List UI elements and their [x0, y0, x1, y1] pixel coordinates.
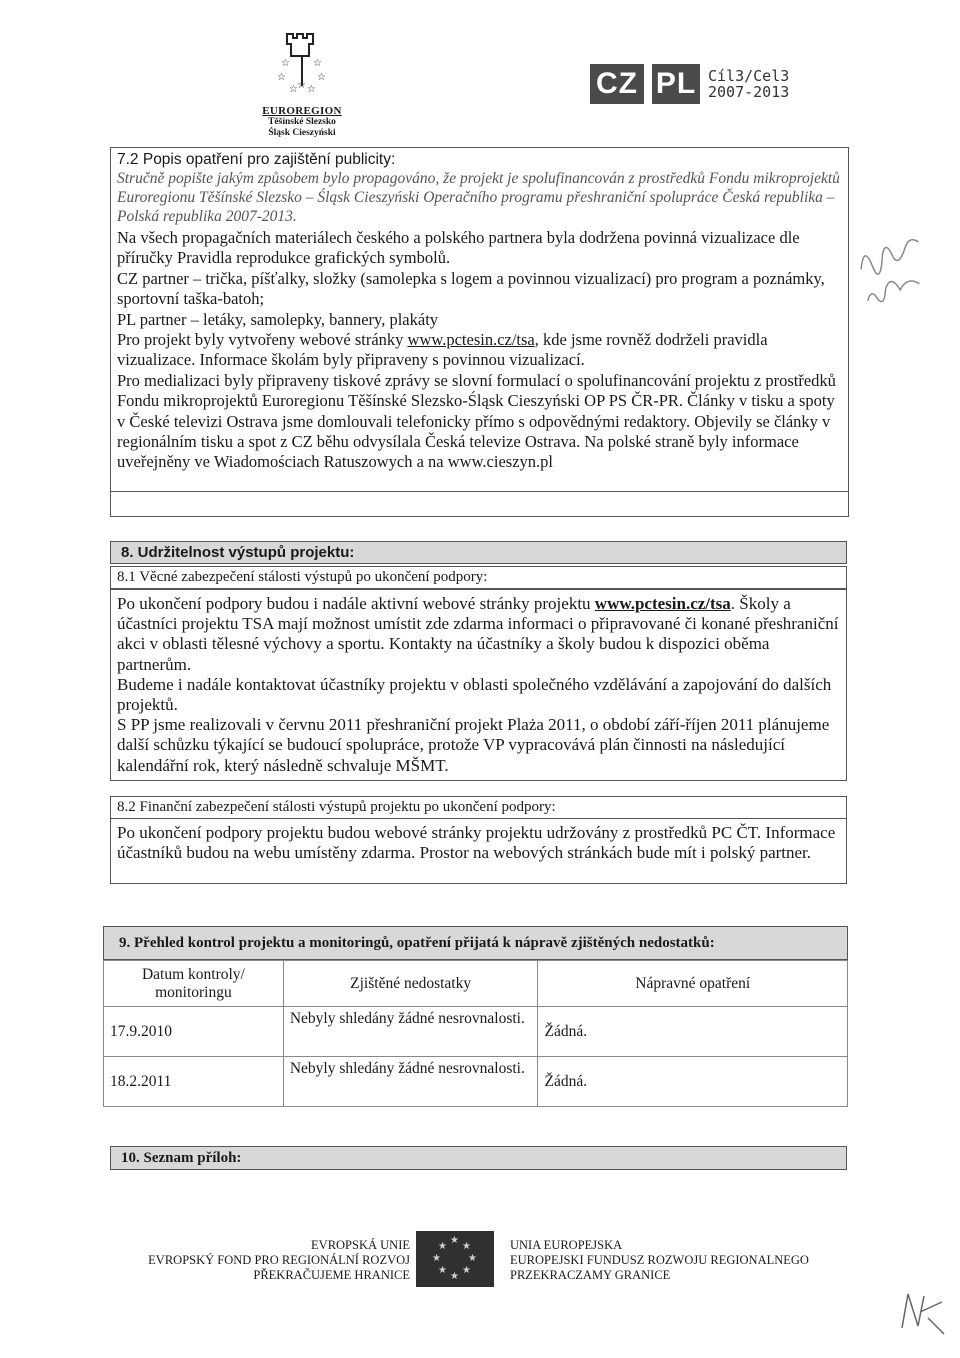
financial-paragraph: Po ukončení podpory projektu budou webové stránky projektu udržovány z prostředků PC ČT. Informace účastníků budou na webu umístěny zdarma. Prostor na webových stránkách bude mít i polský partner.	[117, 823, 836, 863]
table-header-row	[104, 961, 848, 1007]
sustainability-paragraph: Budeme i nadále kontaktovat účastníky projektu v oblasti společného vzdělávání a zapojování do dalších projektů.	[117, 674, 832, 715]
logo-goal-line2: 2007-2013	[708, 83, 790, 101]
castle-icon	[267, 30, 337, 100]
monitoring-heading: 9. Přehled kontrol projektu a monitoringů, opatření přijatá k nápravě zjištěných nedostatků:	[103, 926, 848, 960]
sustainability-paragraph	[117, 594, 840, 675]
web-text-before: Pro projekt byly vytvořeny webové stránky	[117, 330, 408, 350]
footer-line: EVROPSKÝ FOND PRO REGIONÁLNÍ ROZVOJ	[148, 1253, 410, 1267]
sustainability-paragraph: S PP jsme realizovali v červnu 2011 přeshraniční projekt Plaża 2011, o období září-říjen 2011 plánujeme další schůzku týkající se budoucí spolupráce, protože VP vypracovává plán činnosti na následující kalendářní rok, který následně schvaluje MŠMT.	[117, 715, 830, 775]
empty-row	[111, 491, 848, 516]
logo-cz: CZ	[590, 64, 644, 104]
svg-text:☆: ☆	[277, 72, 286, 83]
sustainability-financial-box	[110, 818, 847, 884]
control-remedy: Žádná.	[538, 1057, 848, 1107]
column-header: Nápravné opatření	[538, 961, 848, 1007]
monitoring-table	[103, 960, 848, 1107]
logo-goal-line1: Cíl3/Cel3	[708, 67, 790, 85]
sustainability-material-box	[110, 589, 847, 781]
logo-title: EUROREGION	[262, 105, 342, 117]
footer-line: PŘEKRAČUJEME HRANICE	[253, 1268, 410, 1282]
logo-goal-text	[708, 68, 789, 100]
web-text-after: , kde jsme rovněž dodrželi pravidla vizualizace. Informace školám byly připraveny s povinnou vizualizací.	[117, 330, 768, 370]
control-issues: Nebyly shledány žádné nesrovnalosti.	[283, 1057, 538, 1107]
media-paragraph: Pro medializaci byly připraveny tiskové zprávy se slovní formulací o spolufinancování projektu z prostředků Fondu mikroprojektů Euroregionu Těšínské Slezsko-Śląsk Cieszyński OP PS ČR-PR. Články v tisku a spoty v České televizi Ostrava jsme domlouvali telefonicky přímo s odpovědnými redaktory. Objevily se články v regionálním tisku a spot z CZ běhu odvysílala Česká televize Ostrava. Na polské straně byly informace uveřejněny ve Wiadomościach Ratuszowych a na www.cieszyn.pl	[117, 370, 836, 472]
czpl-program-logo	[590, 64, 789, 104]
publicity-web-paragraph	[117, 330, 842, 371]
control-remedy: Žádná.	[538, 1007, 848, 1057]
publicity-paragraph: CZ partner – trička, píšťalky, složky (samolepka s logem a povinnou vizualizací) pro program a poznámky, sportovní taška-batoh;	[117, 268, 825, 309]
logo-line-cz: Těšínské Slezsko	[268, 117, 336, 127]
control-date: 18.2.2011	[104, 1057, 284, 1107]
publicity-body	[111, 226, 848, 473]
handwriting-mark	[850, 225, 945, 320]
footer-eu-cz	[120, 1238, 410, 1283]
p1-after: . Školy a účastníci projektu TSA mají možnost umístit zde zdarma informaci o připravované či konané přeshraniční akci v oblasti tělesné výchovy a sportu. Kontakty na účastníky a školy budou k dispozici oběma partnerům.	[117, 594, 839, 674]
sustainability-material-subheading: 8.1 Věcné zabezpečení stálosti výstupů po ukončení podpory:	[110, 566, 847, 589]
logo-line-pl: Śląsk Cieszyński	[268, 128, 336, 138]
svg-text:☆: ☆	[317, 72, 326, 83]
p1-before: Po ukončení podpory budou i nadále aktivní webové stránky projektu	[117, 594, 595, 613]
table-row	[104, 1057, 848, 1107]
footer-line: PRZEKRACZAMY GRANICE	[510, 1268, 671, 1282]
eu-flag-icon: ★ ★ ★ ★ ★ ★ ★ ★	[416, 1231, 494, 1287]
sustainability-financial-subheading: 8.2 Finanční zabezpečení stálosti výstupů projektu po ukončení podpory:	[110, 796, 847, 819]
control-issues: Nebyly shledány žádné nesrovnalosti.	[283, 1007, 538, 1057]
publicity-heading: 7.2 Popis opatření pro zajištění publicity:	[117, 151, 396, 168]
signature-mark	[898, 1288, 948, 1343]
publicity-section	[110, 147, 849, 517]
project-web-link[interactable]: www.pctesin.cz/tsa	[407, 330, 535, 350]
signature-icon	[898, 1288, 948, 1338]
column-header: Zjištěné nedostatky	[283, 961, 538, 1007]
publicity-paragraph: PL partner – letáky, samolepky, bannery, plakáty	[117, 309, 439, 329]
footer-eu-pl	[510, 1238, 840, 1283]
publicity-instructions: Stručně popište jakým způsobem bylo propagováno, že projekt je spolufinancován z prostředků Fondu mikroprojektů Euroregionu Těšínské Slezsko – Śląsk Cieszyński Operačního programu přeshraniční spolupráce Česká republika – Polská republika 2007-2013.	[117, 170, 840, 225]
logo-pl: PL	[652, 64, 700, 104]
svg-text:☆: ☆	[307, 84, 316, 95]
euroregion-logo	[262, 30, 342, 139]
table-row	[104, 1007, 848, 1057]
svg-text:☆: ☆	[281, 58, 290, 69]
project-web-link[interactable]: www.pctesin.cz/tsa	[594, 594, 731, 613]
footer-line: EUROPEJSKI FUNDUSZ ROZWOJU REGIONALNEGO	[510, 1253, 809, 1267]
publicity-paragraph: Na všech propagačních materiálech českého a polského partnera byla dodržena povinná vizualizace dle příručky Pravidla reprodukce grafických symbolů.	[117, 228, 800, 268]
footer-line: UNIA EUROPEJSKA	[510, 1238, 623, 1252]
footer-line: EVROPSKÁ UNIE	[311, 1238, 410, 1252]
sustainability-heading: 8. Udržitelnost výstupů projektu:	[110, 541, 847, 564]
attachments-heading: 10. Seznam příloh:	[110, 1146, 847, 1170]
svg-text:☆: ☆	[313, 58, 322, 69]
control-date: 17.9.2010	[104, 1007, 284, 1057]
svg-text:☆: ☆	[297, 80, 306, 91]
handwritten-note	[850, 225, 946, 326]
column-header: Datum kontroly/ monitoringu	[104, 961, 284, 1007]
svg-text:☆: ☆	[289, 84, 298, 95]
